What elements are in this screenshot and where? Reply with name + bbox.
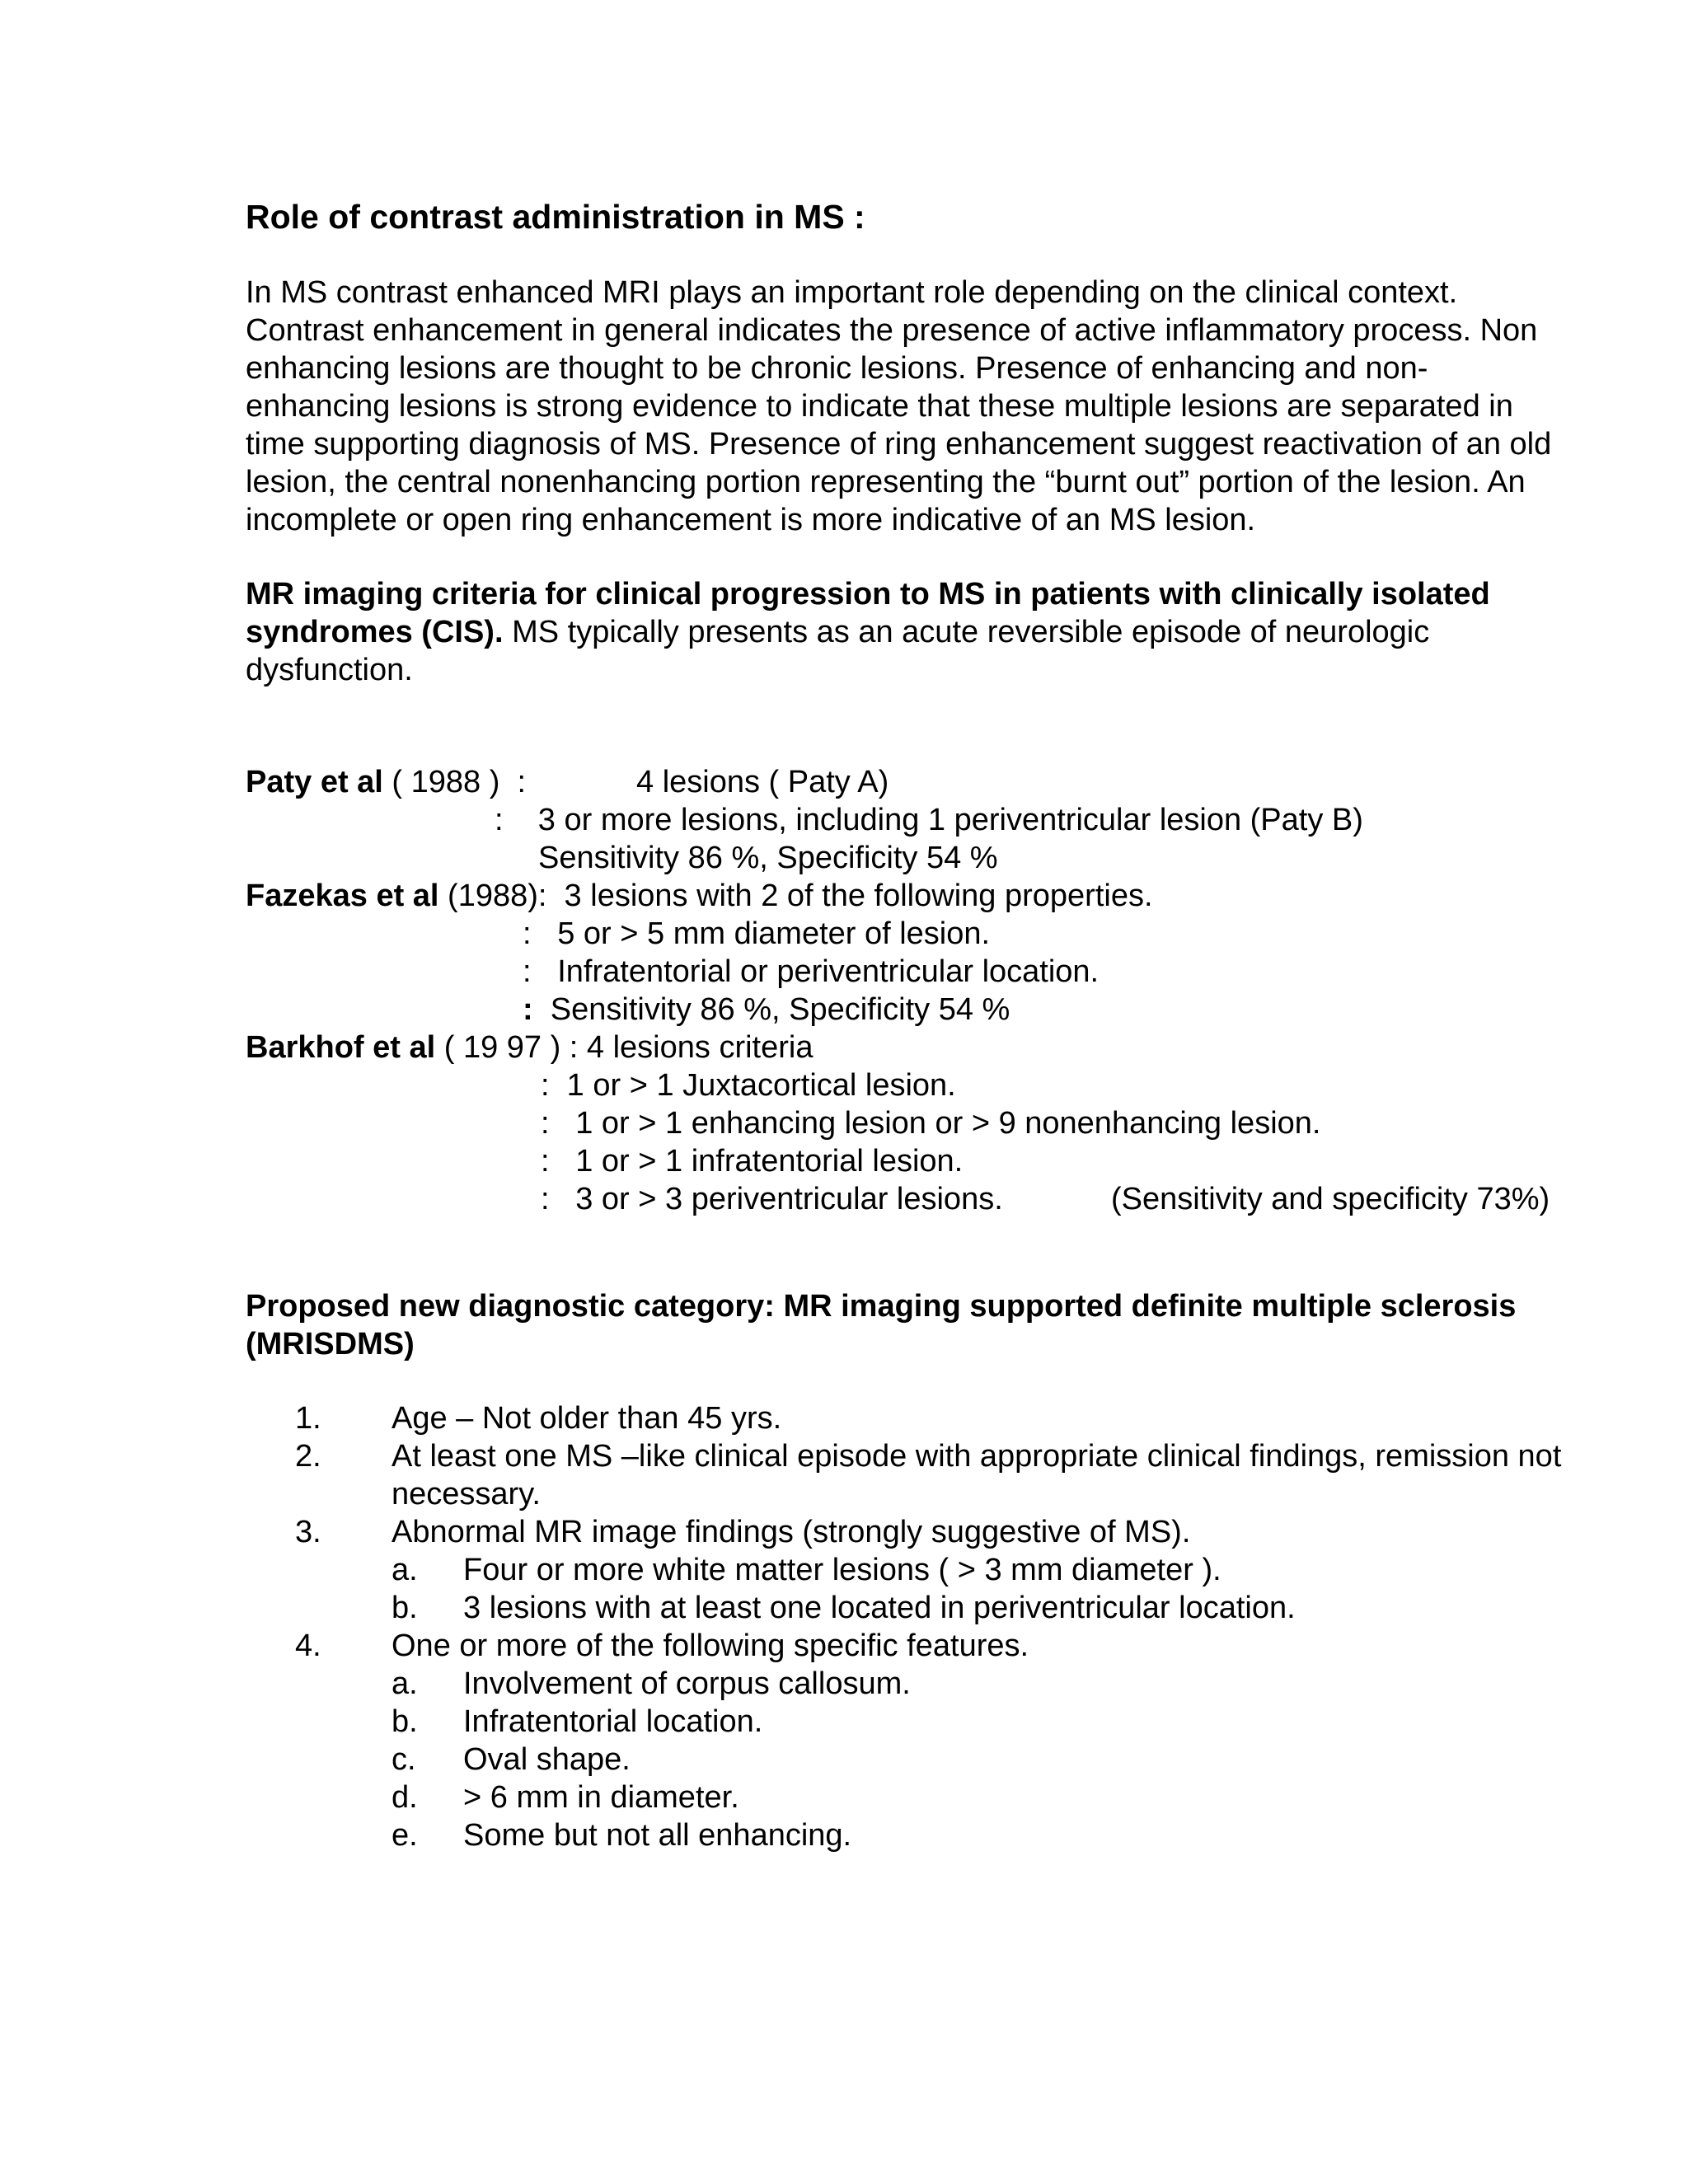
fazekas-text: (1988): 3 lesions with 2 of the following properties. — [438, 879, 1153, 913]
sublist-item: Infratentorial location. — [463, 1704, 763, 1739]
barkhof-line — [246, 1029, 813, 1066]
fazekas-name: Fazekas et al — [246, 879, 439, 913]
page-title: Role of contrast administration in MS : — [246, 198, 865, 236]
paty-sensitivity: Sensitivity 86 %, Specificity 54 % — [538, 841, 998, 875]
list-item: Abnormal MR image findings (strongly suggestive of MS). — [392, 1515, 1191, 1549]
intro-line: time supporting diagnosis of MS. Presence of ring enhancement suggest reactivation of an old — [246, 427, 1552, 462]
barkhof-name: Barkhof et al — [246, 1030, 436, 1065]
paty-criterion: 4 lesions ( Paty A) — [636, 765, 889, 799]
list-item: One or more of the following specific features. — [392, 1629, 1029, 1663]
paty-name: Paty et al — [246, 765, 383, 799]
sublist-marker: d. — [392, 1780, 418, 1815]
intro-line: enhancing lesions is strong evidence to indicate that these multiple lesions are separated in — [246, 389, 1513, 424]
barkhof-note: (Sensitivity and specificity 73%) — [1111, 1182, 1550, 1216]
cis-heading-end: syndromes (CIS). — [246, 615, 504, 649]
sublist-item: Four or more white matter lesions ( > 3 mm diameter ). — [463, 1553, 1221, 1587]
fazekas-sensitivity — [523, 991, 1010, 1029]
barkhof-criterion: : 1 or > 1 Juxtacortical lesion. — [541, 1068, 956, 1103]
sublist-marker: a. — [392, 1553, 418, 1587]
fazekas-sensitivity-text: Sensitivity 86 %, Specificity 54 % — [532, 992, 1010, 1027]
sublist-marker: b. — [392, 1591, 418, 1625]
fazekas-line — [246, 877, 1153, 915]
barkhof-criterion: : 1 or > 1 infratentorial lesion. — [541, 1144, 964, 1179]
fazekas-criterion: : 5 or > 5 mm diameter of lesion. — [523, 916, 991, 951]
sublist-item: Some but not all enhancing. — [463, 1818, 852, 1853]
sublist-marker: a. — [392, 1666, 418, 1701]
list-item: Age – Not older than 45 yrs. — [392, 1401, 782, 1436]
list-marker: 4. — [295, 1629, 321, 1663]
paty-year: ( 1988 ) : — [382, 765, 527, 799]
cis-heading-line: MR imaging criteria for clinical progression to MS in patients with clinically isolated — [246, 577, 1490, 612]
fazekas-colon: : — [523, 992, 533, 1027]
paty-criterion: : 3 or more lesions, including 1 periventricular lesion (Paty B) — [495, 803, 1363, 837]
barkhof-criterion: : 1 or > 1 enhancing lesion or > 9 nonenhancing lesion. — [541, 1106, 1321, 1141]
list-marker: 1. — [295, 1401, 321, 1436]
sublist-item: 3 lesions with at least one located in periventricular location. — [463, 1591, 1296, 1625]
cis-line — [246, 613, 1429, 651]
fazekas-criterion: : Infratentorial or periventricular location. — [523, 954, 1100, 989]
list-marker: 3. — [295, 1515, 321, 1549]
proposed-heading-line: Proposed new diagnostic category: MR imaging supported definite multiple sclerosis — [246, 1289, 1517, 1324]
proposed-heading-line: (MRISDMS) — [246, 1327, 415, 1361]
list-item: At least one MS –like clinical episode with appropriate clinical findings, remission not — [392, 1439, 1562, 1474]
intro-line: In MS contrast enhanced MRI plays an important role depending on the clinical context. — [246, 275, 1458, 310]
cis-line: dysfunction. — [246, 653, 413, 687]
sublist-marker: e. — [392, 1818, 418, 1853]
sublist-item: Involvement of corpus callosum. — [463, 1666, 911, 1701]
intro-line: Contrast enhancement in general indicates the presence of active inflammatory process. Non — [246, 313, 1538, 348]
barkhof-text: ( 19 97 ) : 4 lesions criteria — [435, 1030, 814, 1065]
intro-line: lesion, the central nonenhancing portion representing the “burnt out” portion of the lesion. An — [246, 465, 1526, 499]
sublist-marker: b. — [392, 1704, 418, 1739]
barkhof-criterion: : 3 or > 3 periventricular lesions. — [541, 1182, 1003, 1216]
list-item: necessary. — [392, 1477, 541, 1511]
intro-line: enhancing lesions are thought to be chronic lesions. Presence of enhancing and non- — [246, 351, 1428, 386]
list-marker: 2. — [295, 1439, 321, 1474]
sublist-item: > 6 mm in diameter. — [463, 1780, 739, 1815]
sublist-item: Oval shape. — [463, 1742, 631, 1777]
sublist-marker: c. — [392, 1742, 416, 1777]
cis-text: MS typically presents as an acute reversible episode of neurologic — [503, 615, 1430, 649]
intro-line: incomplete or open ring enhancement is more indicative of an MS lesion. — [246, 503, 1256, 537]
paty-line — [246, 763, 526, 801]
